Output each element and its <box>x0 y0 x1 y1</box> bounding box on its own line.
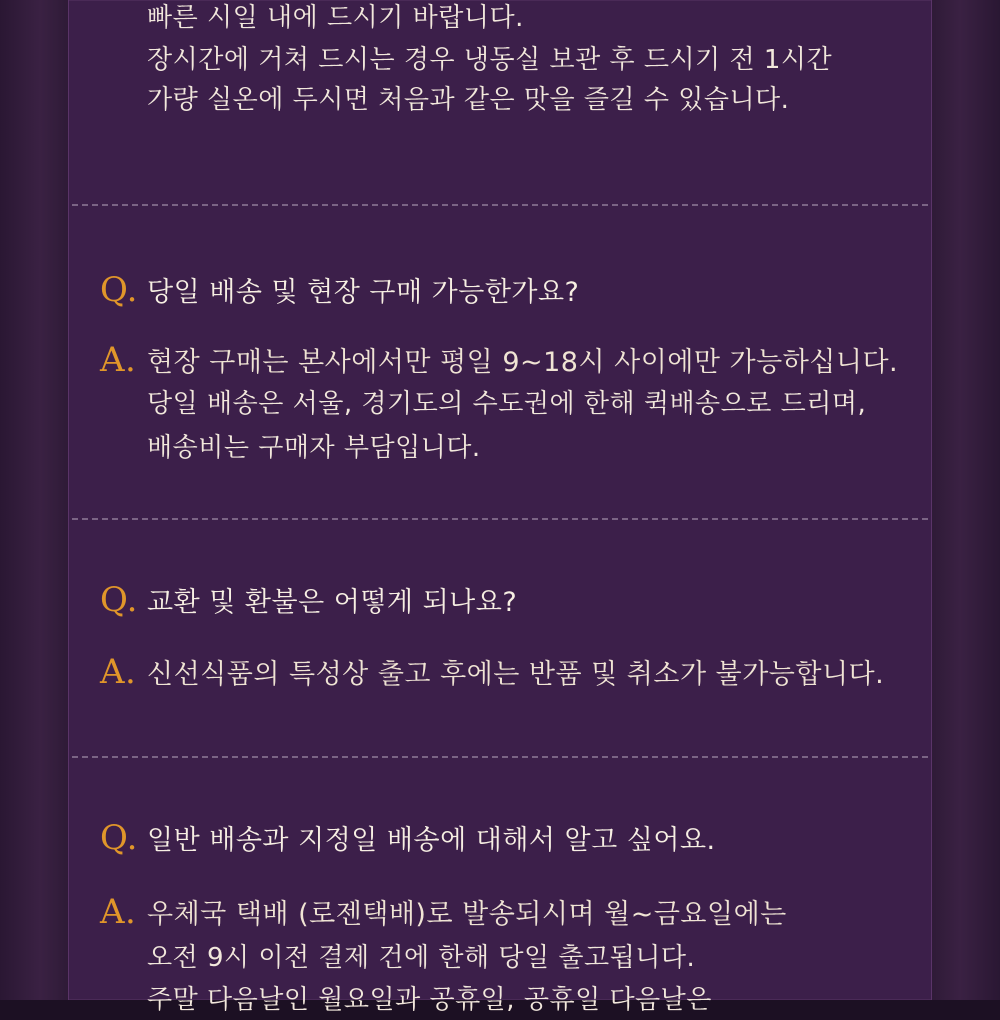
section-divider <box>72 204 928 206</box>
answer-text: 우체국 택배 (로젠택배)로 발송되시며 월~금요일에는 <box>147 899 787 930</box>
faq-question <box>100 580 517 623</box>
question-marker: Q. <box>100 580 138 620</box>
answer-marker: A. <box>100 340 137 380</box>
section-divider <box>72 756 928 758</box>
question-marker: Q. <box>100 270 138 310</box>
question-text: 교환 및 환불은 어떻게 되나요? <box>147 587 518 618</box>
answer-marker: A. <box>100 652 137 692</box>
question-text: 당일 배송 및 현장 구매 가능한가요? <box>147 277 580 308</box>
intro-line: 장시간에 거쳐 드시는 경우 냉동실 보관 후 드시기 전 1시간 <box>147 45 833 75</box>
faq-question <box>100 270 579 313</box>
answer-line: 주말 다음날인 월요일과 공휴일, 공휴일 다음날은 <box>147 985 712 1015</box>
answer-marker: A. <box>100 892 137 932</box>
faq-answer <box>100 892 787 935</box>
answer-text: 현장 구매는 본사에서만 평일 9~18시 사이에만 가능하십니다. <box>147 347 899 378</box>
answer-text: 신선식품의 특성상 출고 후에는 반품 및 취소가 불가능합니다. <box>147 659 885 690</box>
section-divider <box>72 518 928 520</box>
faq-answer <box>100 340 898 383</box>
answer-line: 배송비는 구매자 부담입니다. <box>147 433 481 463</box>
faq-question <box>100 818 716 861</box>
intro-line: 빠른 시일 내에 드시기 바랍니다. <box>147 3 524 33</box>
faq-answer <box>100 652 884 695</box>
answer-line: 오전 9시 이전 결제 건에 한해 당일 출고됩니다. <box>147 943 696 973</box>
intro-line: 가량 실온에 두시면 처음과 같은 맛을 즐길 수 있습니다. <box>147 85 790 115</box>
answer-line: 당일 배송은 서울, 경기도의 수도권에 한해 퀵배송으로 드리며, <box>147 389 867 419</box>
question-text: 일반 배송과 지정일 배송에 대해서 알고 싶어요. <box>147 825 716 856</box>
question-marker: Q. <box>100 818 138 858</box>
